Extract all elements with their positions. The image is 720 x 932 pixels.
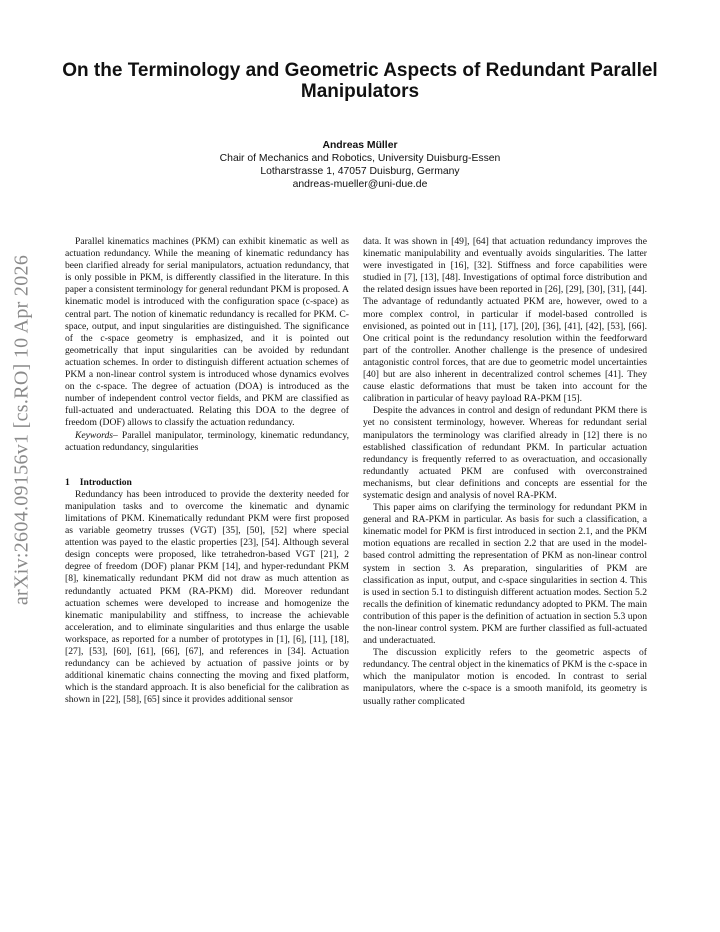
keywords-label: Keywords– bbox=[75, 429, 118, 441]
author-block bbox=[160, 139, 560, 191]
section-heading bbox=[65, 477, 349, 489]
author-name: Andreas Müller bbox=[322, 140, 398, 151]
keywords-text: Parallel manipulator, terminology, kinematic redundancy, actuation redundancy, singularities bbox=[65, 429, 349, 453]
intro-paragraph-1: Redundancy has been introduced to provide the dexterity needed for manipulation tasks and to overcome the kinematic and dynamic limitations of PKM. Kinematically redundant PKM were first proposed as variable geometry trusses (VGT) [35], [50], [52] where special attention was payed to the elastic properties [23], [54]. Although several design concepts were proposed, like tetrahedron-based VGT [21], 2 degree of freedom (DOF) planar PKM [14], and hyper-redundant PKM [8], kinematically redundant PKM did not draw as much attention as redundantly actuated PKM (RA-PKM) did. Moreover redundant actuation schemes were developed to increase and homogenize the kinematic manipulability and stiffness, to increase the achievable acceleration, and to eliminate singularities and thus enlarge the usable workspace, as reported for a number of prototypes in [1], [6], [11], [18], [27], [53], [60], [61], [66], [67], and references in [34]. Actuation redundancy can be achieved by actuation of passive joints or by additional kinematic chains connecting the moving and fixed platform, which is the standard approach. It is also beneficial for the calibration as shown in [22], [58], [65] since it provides additional sensor bbox=[65, 488, 349, 706]
keywords bbox=[65, 430, 349, 454]
right-column bbox=[363, 236, 647, 708]
paper-title: On the Terminology and Geometric Aspects of Redundant Parallel Manipulators bbox=[62, 60, 658, 102]
intro-paragraph-4: This paper aims on clarifying the terminology for redundant PKM in general and RA-PKM in particular. As basis for such a classification, a kinematic model for PKM is first introduced in section 2.1, and the PKM motion equations are recalled in section 2.2 that are used in the model-based control admitting the representation of PKM as non-linear control system in section 3. As preparation, singularities of PKM are classification as input, output, and c-space singularities in section 4. This is used in section 5.1 to distinguish different actuation modes. Section 5.2 recalls the definition of kinematic redundancy adopted to PKM. The main contribution of this paper is the definition of actuation in section 5.3 upon the non-linear control system. PKM are further classified as full-actuated and underactuated. bbox=[363, 502, 647, 647]
section-title: Introduction bbox=[79, 476, 132, 488]
intro-paragraph-3: Despite the advances in control and design of redundant PKM there is yet no consistent terminology, however. Whereas for redundant serial manipulators the terminology was clarified already in [12] there is no established classification of redundant PKM. In particular actuation redundancy is frequently referred to as overactuation, and occasionally redundantly actuated PKM are confused with overconstrained mechanisms, but clear definitions and concepts are essential for the systematic design and analysis of novel RA-PKM. bbox=[363, 405, 647, 501]
intro-paragraph-5: The discussion explicitly refers to the geometric aspects of redundancy. The central object in the kinematics of PKM is the c-space in which the manipulator motion is encoded. In contrast to serial manipulators, where the c-space is a smooth manifold, its geometry is usually rather complicated bbox=[363, 647, 647, 707]
author-affiliation: Chair of Mechanics and Robotics, University Duisburg-Essen bbox=[219, 153, 501, 164]
arxiv-stamp: arXiv:2604.09156v1 [cs.RO] 10 Apr 2026 bbox=[10, 254, 33, 606]
abstract: Parallel kinematics machines (PKM) can exhibit kinematic as well as actuation redundancy. While the meaning of kinematic redundancy has been clarified already for serial manipulators, actuation redundancy, that is only possible in PKM, is differently classified in the literature. In this paper a consistent terminology for general redundant PKM is proposed. A kinematic model is introduced with the configuration space (c-space) as central part. The notion of kinematic redundancy is recalled for PKM. C-space, output, and input singularities are distinguished. The significance of the c-space geometry is emphasized, and it is pointed out geometrically that input singularities can be avoided by redundant actuation schemes. In order to distinguish different actuation schemes of PKM a non-linear control system is introduced whose dynamics evolves on the c-space. The degree of actuation (DOA) is introduced as the number of independent control vector fields, and PKM are classified as full-actuated and underactuated. Relating this DOA to the degree of freedom (DOF) allows to classify the actuation redundancy. bbox=[65, 236, 349, 429]
author-email: andreas-mueller@uni-due.de bbox=[292, 179, 428, 190]
left-column bbox=[65, 236, 349, 706]
intro-paragraph-2: data. It was shown in [49], [64] that actuation redundancy improves the kinematic manipulability and eventually avoids singularities. The latter were investigated in [16], [32]. Stiffness and force capabilities were studied in [7], [13], [48]. Investigations of optimal force distribution and the related design issues have been reported in [26], [29], [30], [31], [44]. The advantage of redundantly actuated PKM are, however, owed to a more complex control, in particular if model-based controlled is envisioned, as pointed out in [11], [17], [20], [36], [41], [42], [53], [66]. One critical point is the redundancy resolution within the feedforward part of the controller. Another challenge is the presence of undesired antagonistic control forces, that are due to geometric model uncertainties [40] but are also inherent in decentralized control schemes [41]. They cause elastic deformations that must be taken into account for the calibration in particular of heavy payload RA-PKM [15]. bbox=[363, 236, 647, 405]
author-address: Lotharstrasse 1, 47057 Duisburg, Germany bbox=[260, 166, 460, 177]
section-number: 1 bbox=[65, 476, 70, 488]
